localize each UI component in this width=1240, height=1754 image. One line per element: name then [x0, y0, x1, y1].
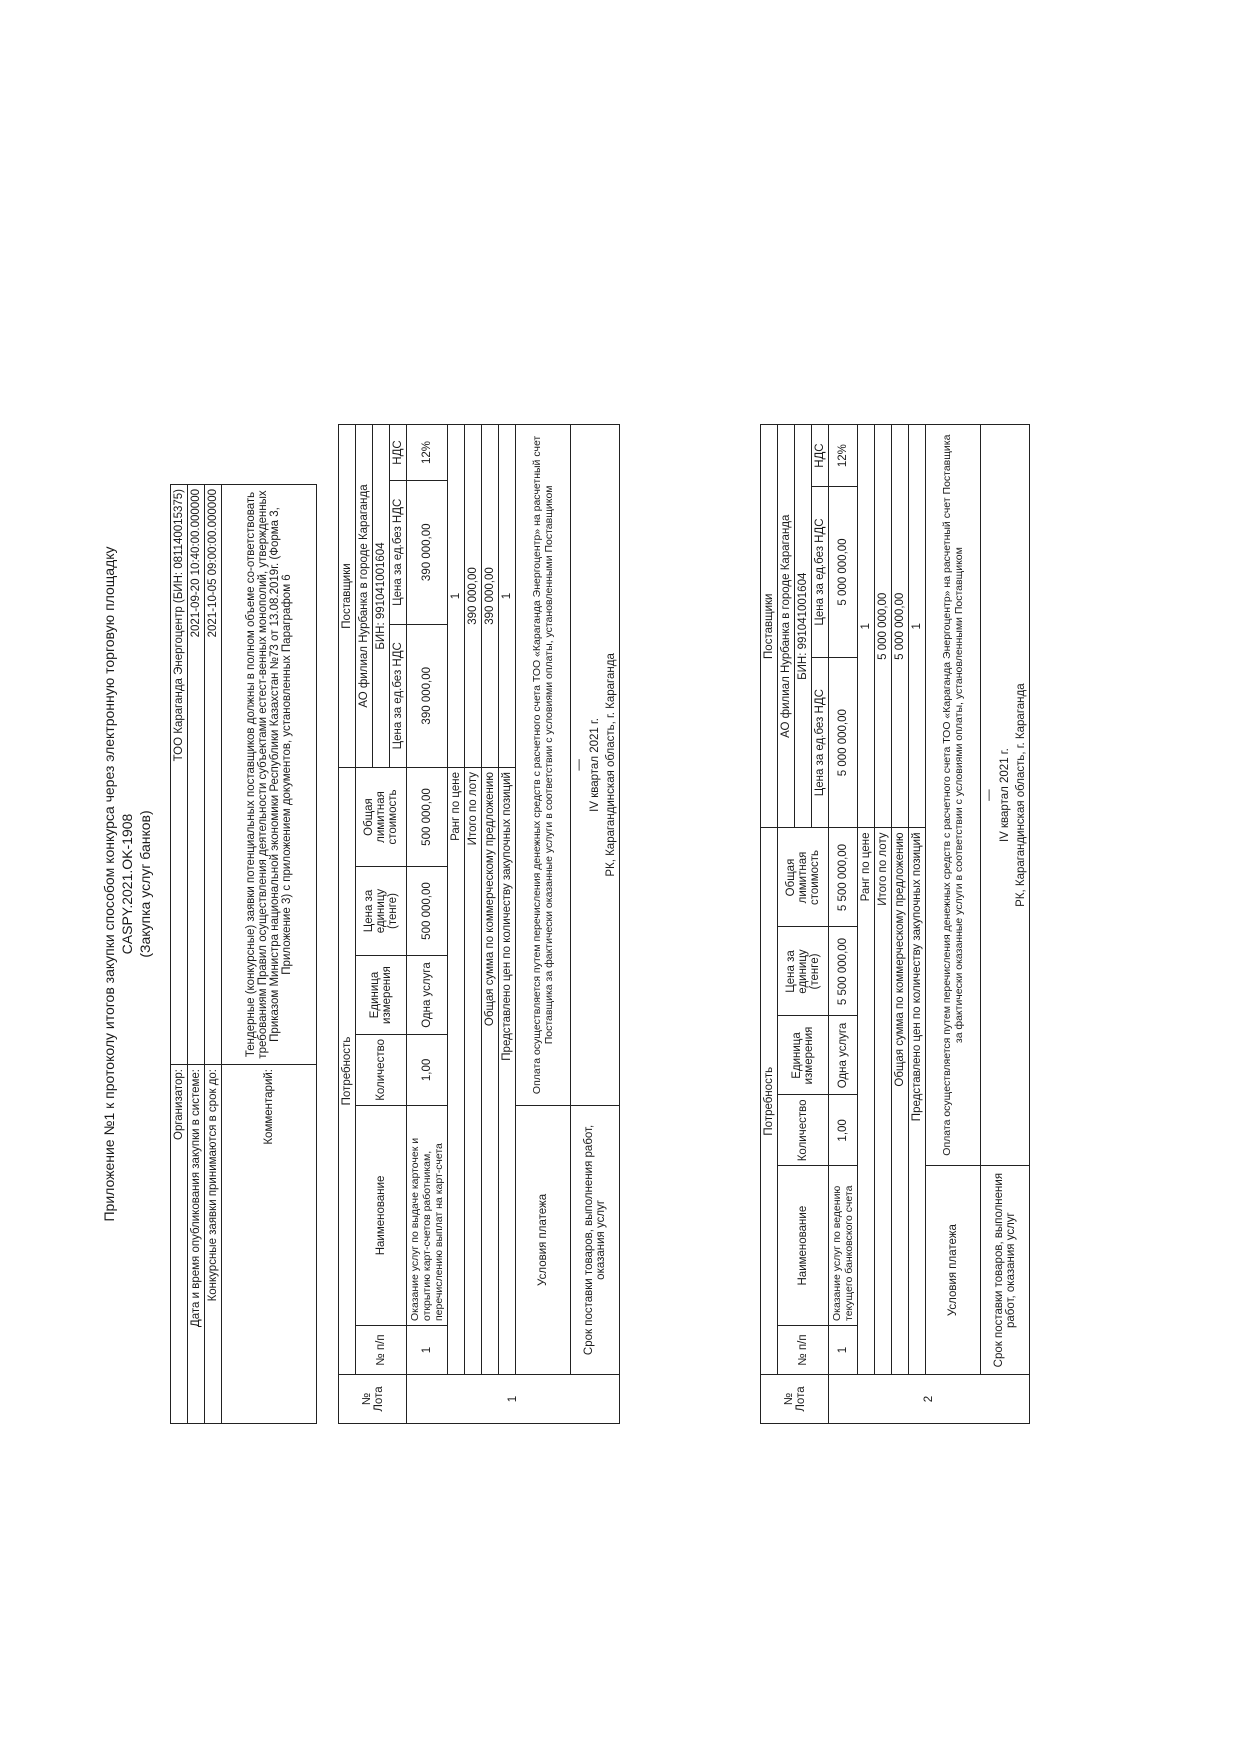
commercial-total-row [892, 425, 909, 1424]
column-header-row [778, 425, 795, 1424]
delivery-row [571, 425, 588, 1424]
published-row [188, 485, 205, 1424]
offer-price: 390 000,00 [407, 624, 448, 768]
comment-row [222, 485, 317, 1424]
delivery-label: Срок поставки товаров, выполнения работ, оказания услуг [571, 1105, 620, 1374]
item-row [829, 425, 858, 1424]
payment-row [926, 425, 981, 1424]
unit-header: Единица измерения [356, 956, 407, 1035]
unit-header: Единица измерения [778, 1016, 829, 1095]
rank-value: 1 [858, 425, 875, 829]
item-total: 500 000,00 [407, 768, 448, 867]
total-header: Общая лимитная стоимость [778, 828, 829, 927]
price-no-vat-header-1: Цена за ед.без НДС [812, 657, 829, 828]
procurement-info-table [170, 484, 317, 1424]
price-no-vat-header-2: Цена за ед.без НДС [390, 481, 407, 625]
delivery-period: IV квартал 2021 г. [997, 425, 1013, 1166]
rank-value: 1 [448, 425, 465, 768]
suppliers-header: Поставщики [761, 425, 778, 829]
lot-no-header: № Лота [339, 1375, 407, 1424]
delivery-dash: — [571, 425, 588, 1106]
delivery-period: IV квартал 2021 г. [587, 425, 603, 1106]
organizer-value: ТОО Караганда Энергоцентр (БИН: 081140015375) [171, 485, 188, 1065]
commercial-total-value: 390 000,00 [482, 425, 499, 768]
item-name: Оказание услуг по ведению текущего банковского счета [829, 1166, 858, 1326]
organizer-row [171, 485, 188, 1424]
title-line-1: Приложение №1 к протоколу итогов закупки способом конкурса через электронную торговую площадку [101, 546, 117, 1222]
commercial-total-value: 5 000 000,00 [892, 425, 909, 829]
item-qty: 1,00 [407, 1035, 448, 1106]
delivery-row [981, 425, 998, 1424]
price-no-vat-header-2: Цена за ед.без НДС [812, 487, 829, 658]
supplier-bin: БИН: 991041001604 [795, 425, 812, 829]
unit-price-header: Цена за единицу (тенге) [356, 867, 407, 956]
supplier-name: АО филиал Нурбанка в городе Караганда [778, 425, 795, 829]
lot-total-value: 5 000 000,00 [875, 425, 892, 829]
published-value: 2021-09-20 10:40:00.000000 [188, 485, 205, 1065]
total-header: Общая лимитная стоимость [356, 768, 407, 867]
item-number: 1 [829, 1326, 858, 1375]
item-number: 1 [407, 1326, 448, 1375]
comment-value: Тендерные (конкурсные) заявки потенциальных поставщиков должны в полном объеме со-ответствовать требованиям Правил осуществления деятельности субъектами естест-венных монополий, утвержденных Приказом Министра национальной экономики Республики Казахстан №73 от 13.08.2019г. (Форма 3, Приложение 3) с приложением документов, установленных Параграфом 6 [222, 485, 317, 1065]
offer-price-2: 5 000 000,00 [829, 487, 858, 658]
organizer-label: Организатор: [171, 1065, 188, 1424]
supplier-bin: БИН: 991041001604 [373, 425, 390, 768]
lot-table-1 [338, 424, 620, 1424]
rank-row [448, 425, 465, 1424]
item-unit-price: 500 000,00 [407, 867, 448, 956]
rank-label: Ранг по цене [448, 768, 465, 1375]
lot-total-value: 390 000,00 [465, 425, 482, 768]
item-name: Оказание услуг по выдаче карточек и открытию карт-счетов работникам, перечислению выплат на карт-счета [407, 1105, 448, 1325]
item-qty: 1,00 [829, 1095, 858, 1166]
supplier-name: АО филиал Нурбанка в городе Караганда [356, 425, 373, 768]
delivery-label: Срок поставки товаров, выполнения работ, оказания услуг [981, 1166, 1030, 1375]
prices-count-row [909, 425, 926, 1424]
delivery-place: РК, Карагандинская область, г. Караганда [603, 425, 620, 1106]
item-row [407, 425, 448, 1424]
lot-number: 2 [829, 1375, 1030, 1424]
item-no-header: № п/п [778, 1326, 829, 1375]
prices-count-label: Представлено цен по количеству закупочных позиций [499, 768, 516, 1375]
vat-header: НДС [390, 425, 407, 481]
offer-price-2: 390 000,00 [407, 481, 448, 625]
prices-count-value: 1 [499, 425, 516, 768]
item-unit: Одна услуга [407, 956, 448, 1035]
lot-total-row [465, 425, 482, 1424]
vat-header: НДС [812, 425, 829, 487]
offer-vat: 12% [407, 425, 448, 481]
lot-header-row [339, 425, 356, 1424]
item-unit: Одна услуга [829, 1016, 858, 1095]
published-label: Дата и время опубликования закупки в системе: [188, 1065, 205, 1424]
delivery-place: РК, Карагандинская область, г. Караганда [1013, 425, 1030, 1166]
commercial-total-row [482, 425, 499, 1424]
payment-terms-value: Оплата осуществляется путем перечисления денежных средств с расчетного счета ТОО «Караганда Энергоцентр» на расчетный счет Поставщика за фактически оказанные услуги в соответствии с условиями оплаты, установленными Поставщиком [516, 425, 571, 1106]
need-header: Потребность [761, 828, 778, 1375]
commercial-total-label: Общая сумма по коммерческому предложению [482, 768, 499, 1375]
lot-header-row [761, 425, 778, 1424]
payment-row [516, 425, 571, 1424]
qty-header: Количество [778, 1095, 829, 1166]
lot-number: 1 [407, 1375, 620, 1424]
suppliers-header: Поставщики [339, 425, 356, 768]
item-total: 5 500 000,00 [829, 828, 858, 927]
commercial-total-label: Общая сумма по коммерческому предложению [892, 828, 909, 1375]
need-header: Потребность [339, 768, 356, 1375]
offer-vat: 12% [829, 425, 858, 487]
offer-price: 5 000 000,00 [829, 657, 858, 828]
title-line-3: (Закупка услуг банков) [137, 810, 153, 958]
lot-total-label: Итого по лоту [875, 828, 892, 1375]
deadline-label: Конкурсные заявки принимаются в срок до: [205, 1065, 222, 1424]
lot-total-row [875, 425, 892, 1424]
payment-terms-label: Условия платежа [516, 1105, 571, 1374]
deadline-row [205, 485, 222, 1424]
title-line-2: CASPY.2021.OK-1908 [119, 813, 135, 955]
item-unit-price: 5 500 000,00 [829, 927, 858, 1016]
payment-terms-value: Оплата осуществляется путем перечисления денежных средств с расчетного счета ТОО «Караганда Энергоцентр» на расчетный счет Поставщика за фактически оказанные услуги в соответствии с условиями оплаты, установленными Поставщиком [926, 425, 981, 1166]
name-header: Наименование [356, 1105, 407, 1325]
delivery-dash: — [981, 425, 998, 1166]
deadline-value: 2021-10-05 09:00:00.000000 [205, 485, 222, 1065]
lot-total-label: Итого по лоту [465, 768, 482, 1375]
payment-terms-label: Условия платежа [926, 1166, 981, 1375]
item-no-header: № п/п [356, 1326, 407, 1375]
document-title [100, 334, 154, 1434]
prices-count-value: 1 [909, 425, 926, 829]
prices-count-row [499, 425, 516, 1424]
column-header-row [356, 425, 373, 1424]
comment-label: Комментарий: [222, 1065, 317, 1424]
unit-price-header: Цена за единицу (тенге) [778, 927, 829, 1016]
prices-count-label: Представлено цен по количеству закупочных позиций [909, 828, 926, 1375]
rank-label: Ранг по цене [858, 828, 875, 1375]
lot-no-header: № Лота [761, 1375, 829, 1424]
price-no-vat-header-1: Цена за ед.без НДС [390, 624, 407, 768]
qty-header: Количество [356, 1035, 407, 1106]
rank-row [858, 425, 875, 1424]
lot-table-2 [760, 424, 1030, 1424]
name-header: Наименование [778, 1166, 829, 1326]
